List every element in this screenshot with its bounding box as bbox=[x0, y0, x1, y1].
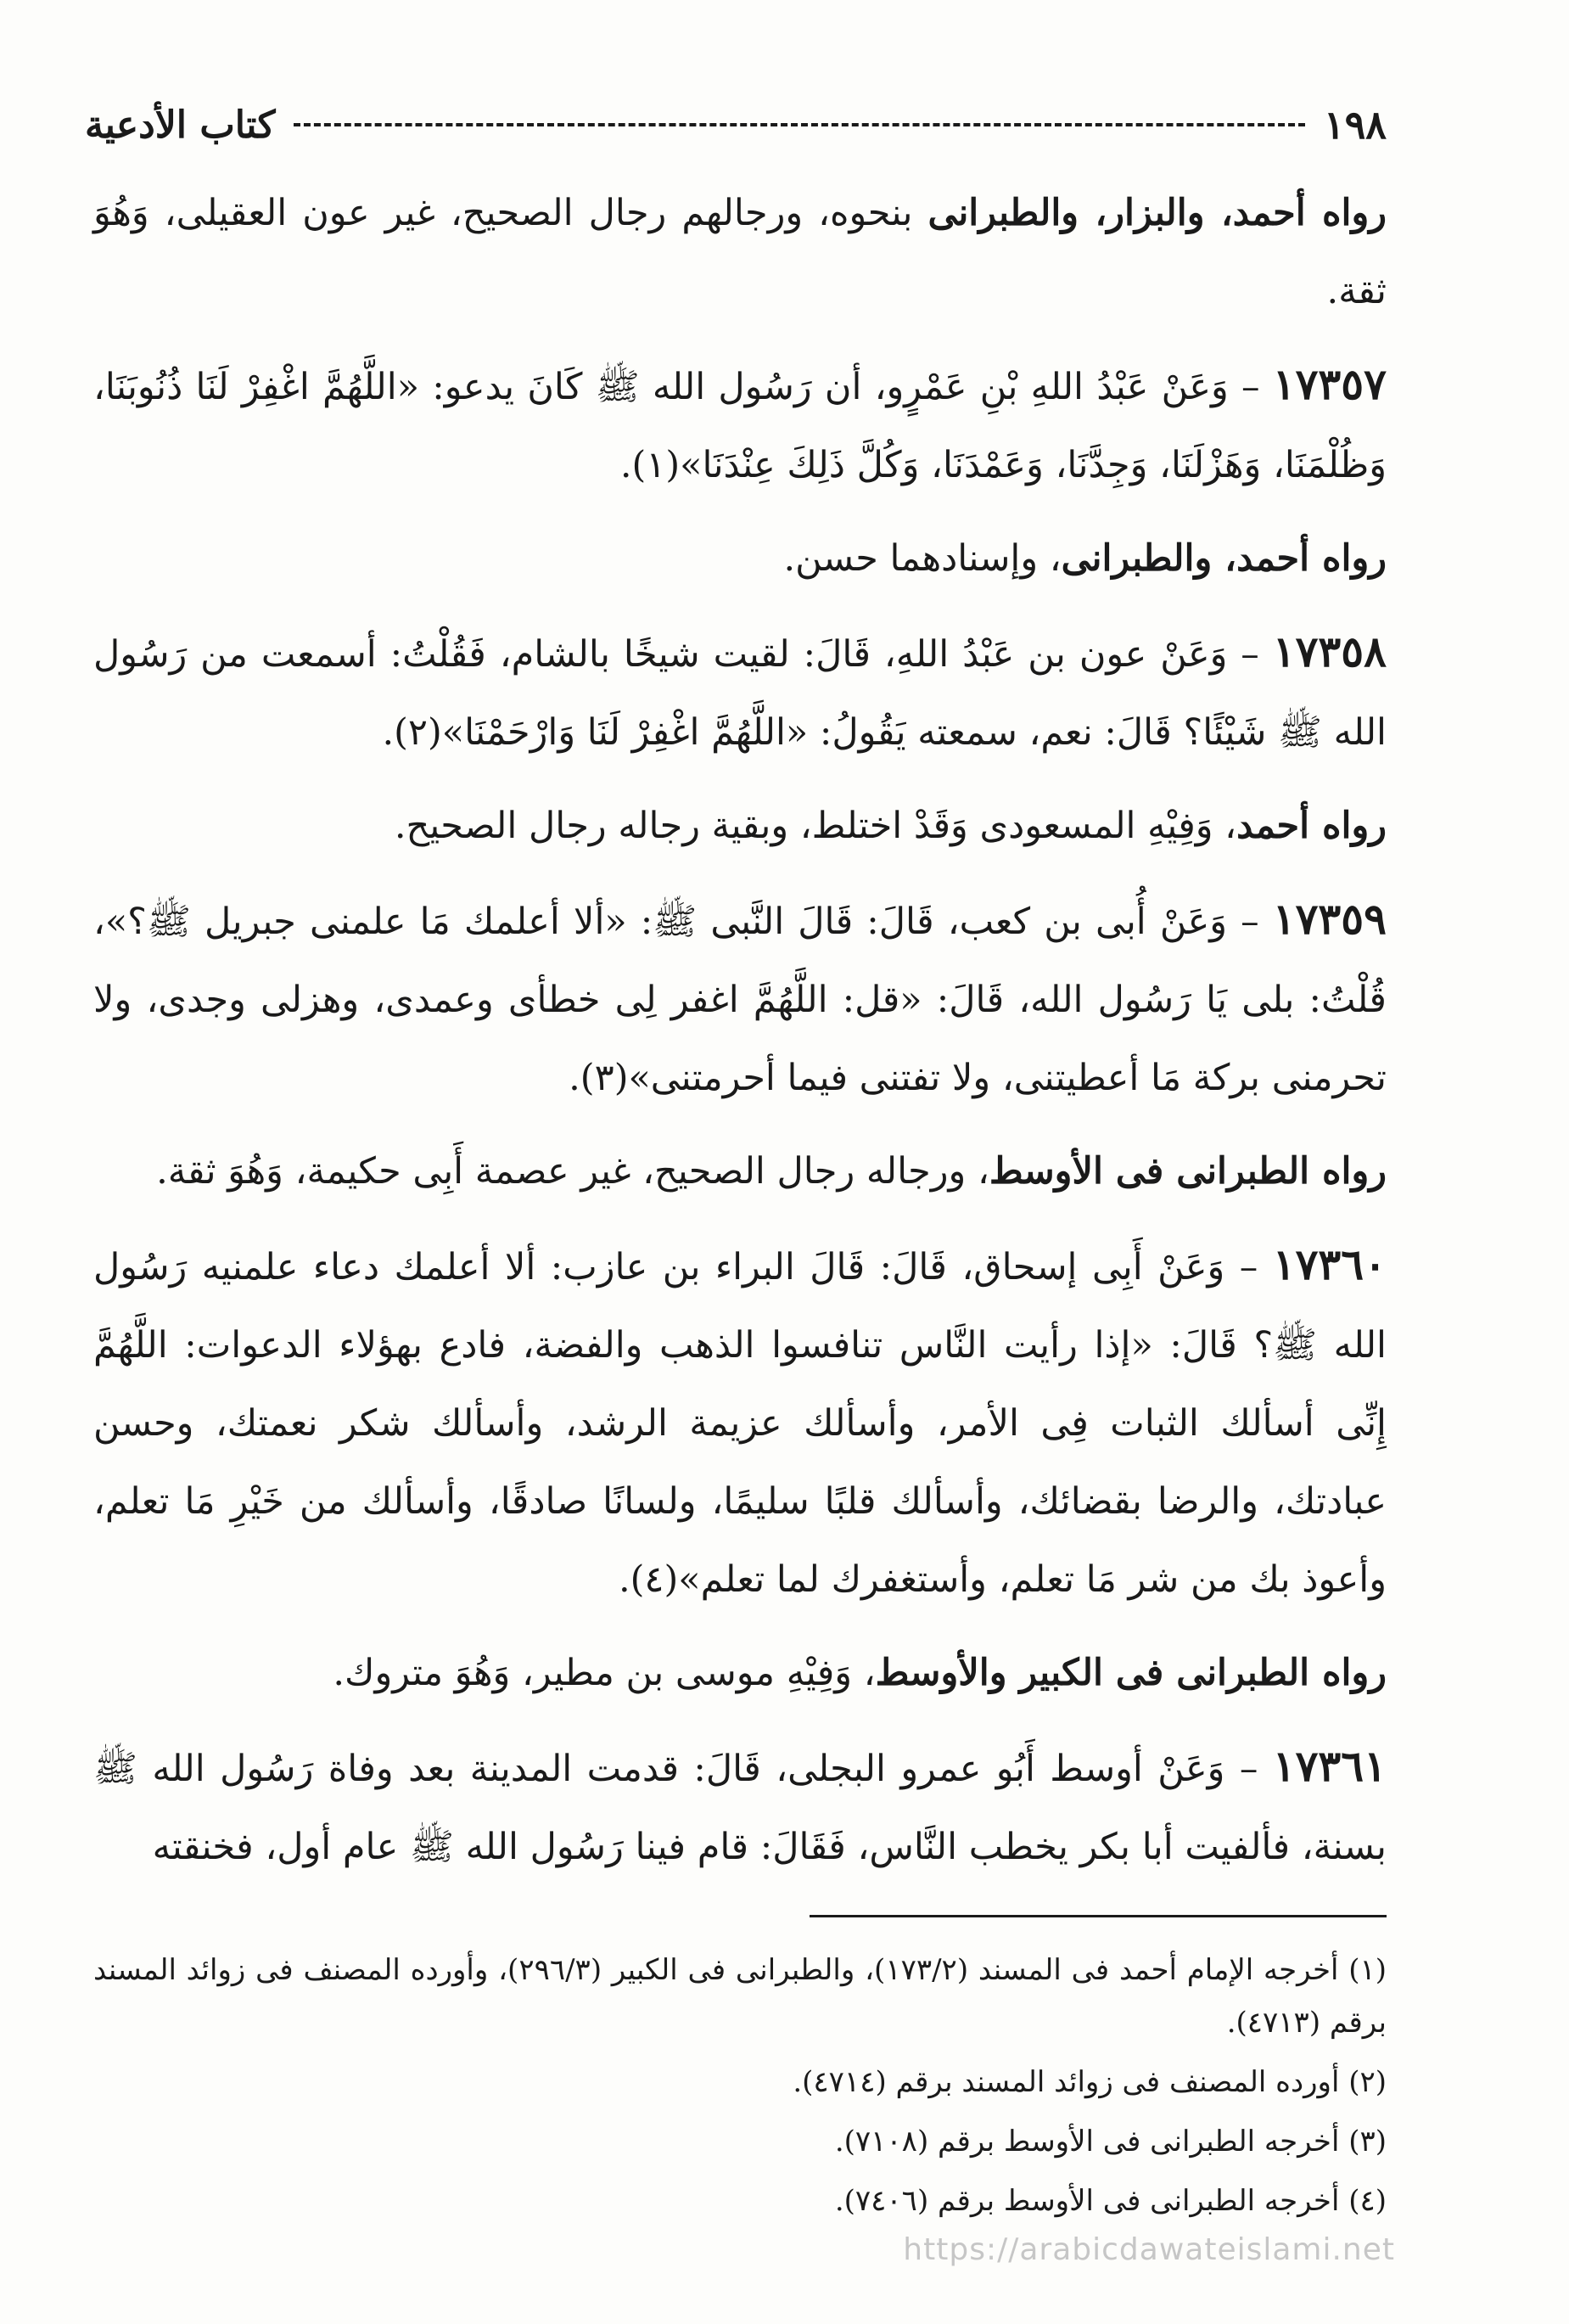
paragraph-text: ، وإسنادهما حسن. bbox=[783, 537, 1062, 580]
hadith-paragraph bbox=[93, 1226, 1387, 1619]
hadith-number: ١٧٣٥٨ bbox=[1272, 626, 1387, 676]
paragraph bbox=[93, 519, 1387, 598]
paragraph-text: – وَعَنْ أُبى بن كعب، قَالَ: قَالَ النَّبى ﷺ: «ألا أعلمك مَا علمنى جبريل ﷺ؟»، قُلْتُ: بلى يَا رَسُول الله، قَالَ: «قل: اللَّهُمَّ اغفر لِى خطأى وعمدى، وهزلى وجدى، ولا تحرمنى بركة مَا أعطيتنى، ولا تفتنى فيما أحرمتنى»(٣). bbox=[93, 901, 1387, 1099]
narration-source: رواه الطبرانى فى الأوسط bbox=[989, 1150, 1387, 1193]
hadith-paragraph bbox=[93, 1727, 1387, 1886]
paragraph-text: – وَعَنْ أَبِى إسحاق، قَالَ: قَالَ البراء بن عازب: ألا أعلمك دعاء علمنيه رَسُول الله ﷺ؟ قَالَ: «إذا رأيت النَّاس تنافسوا الذهب والفضة، فادع بهؤلاء الدعوات: اللَّهُمَّ إِنِّى أسألك الثبات فِى الأمر، وأسألك عزيمة الرشد، وأسألك شكر نعمتك، وحسن عبادتك، والرضا بقضائك، وأسألك قلبًا سليمًا، ولسانًا صادقًا، وأسألك من خَيْرِ مَا تعلم، وأعوذ بك من شر مَا تعلم، وأستغفرك لما تعلم»(٤). bbox=[93, 1246, 1387, 1601]
paragraph-text: بنحوه، ورجالهم رجال الصحيح، غير عون العقيلى، وَهُوَ ثقة. bbox=[93, 192, 1387, 312]
page-number: ١٩٨ bbox=[1323, 102, 1387, 148]
watermark: https://arabicdawateislami.net bbox=[903, 2232, 1395, 2267]
hadith-number: ١٧٣٥٩ bbox=[1272, 894, 1387, 944]
hadith-number: ١٧٣٦٠ bbox=[1272, 1239, 1387, 1289]
main-text bbox=[93, 174, 1387, 1901]
footnote: (٢) أورده المصنف فى زوائد المسند برقم (٤٧١٤). bbox=[793, 2065, 1387, 2099]
hadith-number: ١٧٣٥٧ bbox=[1272, 359, 1387, 409]
narration-source: رواه أحمد، والطبرانى bbox=[1061, 537, 1387, 580]
hadith-paragraph bbox=[93, 613, 1387, 772]
narration-source: رواه الطبرانى فى الكبير والأوسط bbox=[875, 1652, 1387, 1694]
paragraph-text: – وَعَنْ أوسط أَبُو عمرو البجلى، قَالَ: قدمت المدينة بعد وفاة رَسُول الله ﷺ بسنة، فألفيت أبا بكر يخطب النَّاس، فَقَالَ: قام فينا رَسُول الله ﷺ عام أول، فخنقته bbox=[93, 1748, 1387, 1868]
footnote: (٤) أخرجه الطبرانى فى الأوسط برقم (٧٤٠٦). bbox=[834, 2184, 1387, 2218]
hadith-number: ١٧٣٦١ bbox=[1272, 1741, 1387, 1791]
paragraph-text: ، وَفِيْهِ المسعودى وَقَدْ اختلط، وبقية رجاله رجال الصحيح. bbox=[394, 805, 1237, 847]
paragraph-text: – وَعَنْ عون بن عَبْدُ اللهِ، قَالَ: لقيت شيخًا بالشام، فَقُلْتُ: أسمعت من رَسُول الله ﷺ شَيْئًا؟ قَالَ: نعم، سمعته يَقُولُ: «اللَّهُمَّ اغْفِرْ لَنَا وَارْحَمْنَا»(٢). bbox=[93, 633, 1387, 754]
paragraph bbox=[93, 1132, 1387, 1210]
narration-source: رواه أحمد bbox=[1236, 805, 1387, 847]
page-header bbox=[85, 95, 1387, 154]
paragraph bbox=[93, 787, 1387, 865]
hadith-paragraph bbox=[93, 880, 1387, 1117]
hadith-paragraph bbox=[93, 345, 1387, 504]
header-divider bbox=[294, 123, 1304, 126]
paragraph-text: – وَعَنْ عَبْدُ اللهِ بْنِ عَمْرٍو، أن رَسُول الله ﷺ كَانَ يدعو: «اللَّهُمَّ اغْفِرْ لَنَا ذُنُوبَنَا، وَظُلْمَنَا، وَهَزْلَنَا، وَجِدَّنَا، وَعَمْدَنَا، وَكُلَّ ذَلِكَ عِنْدَنَا»(١). bbox=[93, 366, 1387, 486]
paragraph-text: ، وَفِيْهِ موسى بن مطير، وَهُوَ متروك. bbox=[333, 1652, 876, 1694]
footnote: (١) أخرجه الإمام أحمد فى المسند (١٧٣/٢)، والطبرانى فى الكبير (٢٩٦/٣)، وأورده المصنف فى زوائد المسند برقم (٤٧١٣). bbox=[93, 1953, 1387, 2040]
paragraph bbox=[93, 174, 1387, 330]
paragraph bbox=[93, 1634, 1387, 1712]
footnotes bbox=[93, 1944, 1387, 2234]
paragraph-text: ، ورجاله رجال الصحيح، غير عصمة أَبِى حكيمة، وَهُوَ ثقة. bbox=[156, 1150, 989, 1193]
footnote: (٣) أخرجه الطبرانى فى الأوسط برقم (٧١٠٨). bbox=[834, 2125, 1387, 2158]
footnote-divider bbox=[810, 1915, 1387, 1917]
narration-source: رواه أحمد، والبزار، والطبرانى bbox=[927, 192, 1387, 234]
book-title: كتاب الأدعية bbox=[85, 103, 276, 147]
